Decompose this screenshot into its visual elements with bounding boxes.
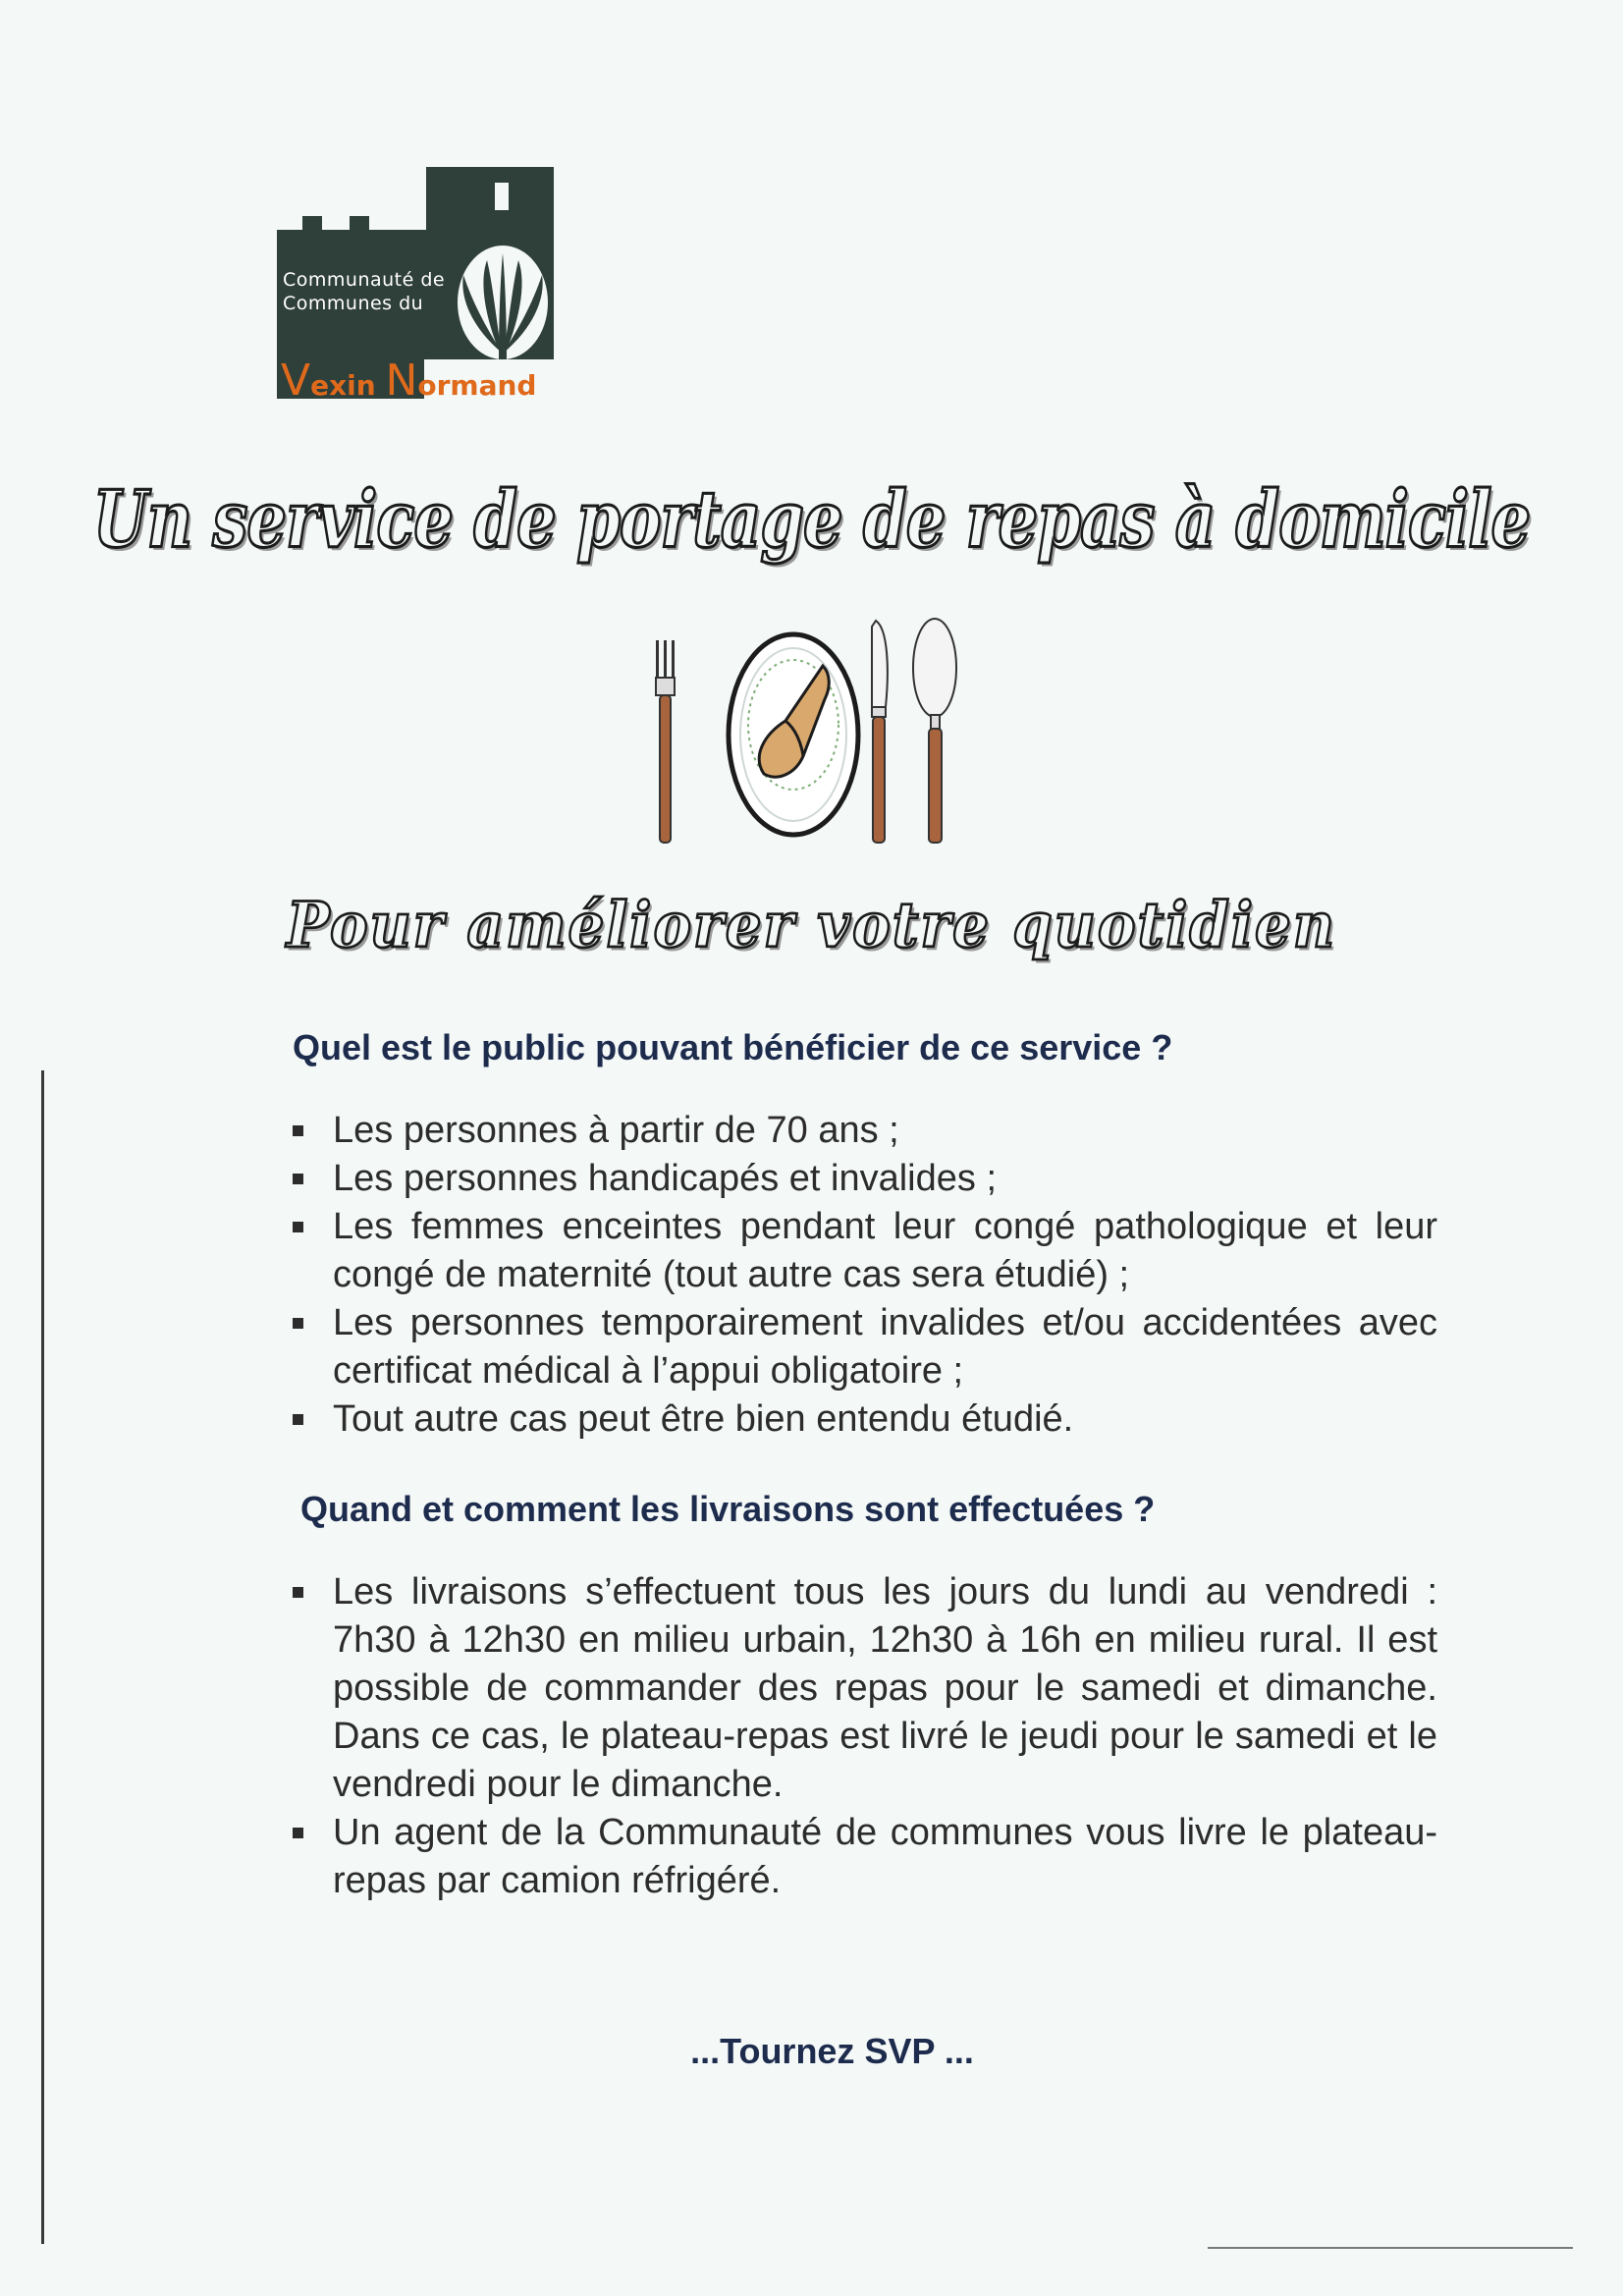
fork-icon bbox=[656, 640, 675, 843]
bullet-square-icon bbox=[293, 1414, 303, 1425]
list-item-text: Les personnes à partir de 70 ans ; bbox=[333, 1110, 899, 1151]
list-item-text: Les livraisons s’effectuent tous les jours du lundi au vendredi : 7h30 à 12h30 en milieu urbain, 12h30 à 16h en milieu rural. Il est possible de commander des repas pour le samedi et dimanche. Dans ce cas, le plateau-repas est livré le jeudi pour le samedi et le vendredi pour le dimanche. bbox=[333, 1571, 1437, 1805]
list-item-text: Les personnes temporairement invalides et/ou accidentées avec certificat médical à l’appui obligatoire ; bbox=[333, 1302, 1437, 1392]
plate-cutlery-illustration bbox=[648, 609, 962, 854]
list-item bbox=[291, 1809, 1437, 1905]
logo-brand-rest-1: exin bbox=[310, 369, 376, 402]
logo-brand bbox=[281, 355, 537, 406]
plate-cutlery-icon bbox=[648, 609, 962, 854]
logo-brand-initial-2: N bbox=[385, 355, 418, 406]
bullet-square-icon bbox=[293, 1318, 303, 1329]
section-2-list bbox=[291, 1568, 1437, 1905]
list-item bbox=[291, 1395, 1437, 1444]
list-item-text: Les personnes handicapés et invalides ; bbox=[333, 1158, 998, 1199]
bullet-square-icon bbox=[293, 1125, 303, 1136]
section-2-title: Quand et comment les livraisons sont effectuées ? bbox=[300, 1489, 1156, 1529]
bullet-square-icon bbox=[293, 1174, 303, 1184]
section-1-title: Quel est le public pouvant bénéficier de ce service ? bbox=[293, 1027, 1173, 1067]
logo bbox=[277, 167, 554, 406]
bullet-square-icon bbox=[293, 1222, 303, 1232]
list-item bbox=[291, 1155, 1437, 1203]
list-item-text: Un agent de la Communauté de communes vous livre le plateau-repas par camion réfrigéré. bbox=[333, 1812, 1437, 1901]
scan-line-bottom bbox=[1208, 2247, 1573, 2249]
main-headline: Un service de portage de repas à domicile bbox=[92, 473, 1531, 567]
logo-line-1: Communauté de bbox=[283, 269, 446, 291]
subheadline: Pour améliorer votre quotidien bbox=[286, 888, 1337, 962]
list-item bbox=[291, 1203, 1437, 1299]
list-item bbox=[291, 1568, 1437, 1809]
turn-page-note: ...Tournez SVP ... bbox=[690, 2031, 974, 2071]
logo-brand-initial-1: V bbox=[281, 355, 311, 406]
knife-icon bbox=[872, 621, 888, 843]
list-item-text: Les femmes enceintes pendant leur congé pathologique et leur congé de maternité (tout autre cas sera étudié) ; bbox=[333, 1206, 1437, 1295]
plate-icon bbox=[729, 634, 858, 835]
spoon-icon bbox=[913, 619, 956, 843]
list-item bbox=[291, 1107, 1437, 1155]
list-item bbox=[291, 1299, 1437, 1395]
section-1-list bbox=[291, 1107, 1437, 1444]
list-item-text: Tout autre cas peut être bien entendu étudié. bbox=[333, 1398, 1074, 1440]
logo-line-2: Communes du bbox=[283, 293, 424, 314]
logo-brand-rest-2: ormand bbox=[417, 369, 537, 402]
bullet-square-icon bbox=[293, 1587, 303, 1598]
bullet-square-icon bbox=[293, 1828, 303, 1838]
